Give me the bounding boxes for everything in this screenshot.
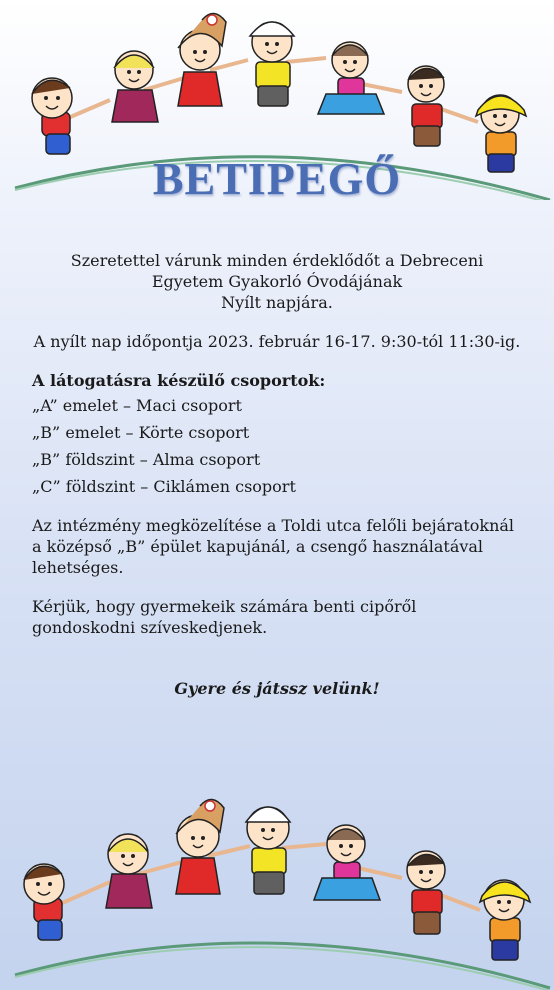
- page-title: BETIPEGŐ: [152, 153, 402, 204]
- group-item: „B” földszint – Alma csoport: [32, 450, 261, 469]
- closing-line: Gyere és játssz velünk!: [174, 679, 380, 698]
- group-item: „B” emelet – Körte csoport: [32, 423, 250, 442]
- intro-line: Egyetem Gyakorló Óvodájának: [151, 272, 403, 291]
- invitation-body: [32, 250, 522, 699]
- children-illustration-bottom: [0, 780, 554, 990]
- groups-heading: A látogatásra készülő csoportok:: [32, 371, 326, 390]
- access-paragraph: Az intézmény megközelítése a Toldi utca felőli bejáratoknál a középső „B” épület kapujánál, a csengő használatával lehetséges.: [32, 516, 515, 577]
- intro-line: Szeretettel várunk minden érdeklődőt a Debreceni: [70, 251, 484, 270]
- open-day-dates: A nyílt nap időpontja 2023. február 16-17. 9:30-tól 11:30-ig.: [33, 332, 521, 351]
- children-holding-hands-icon: [0, 780, 554, 990]
- shoes-paragraph: Kérjük, hogy gyermekeik számára benti cipőről gondoskodni szíveskedjenek.: [32, 597, 417, 637]
- group-item: „A” emelet – Maci csoport: [32, 396, 242, 415]
- intro-paragraph: [32, 250, 522, 313]
- group-item: „C” földszint – Ciklámen csoport: [32, 477, 296, 496]
- intro-line: Nyílt napjára.: [221, 293, 333, 312]
